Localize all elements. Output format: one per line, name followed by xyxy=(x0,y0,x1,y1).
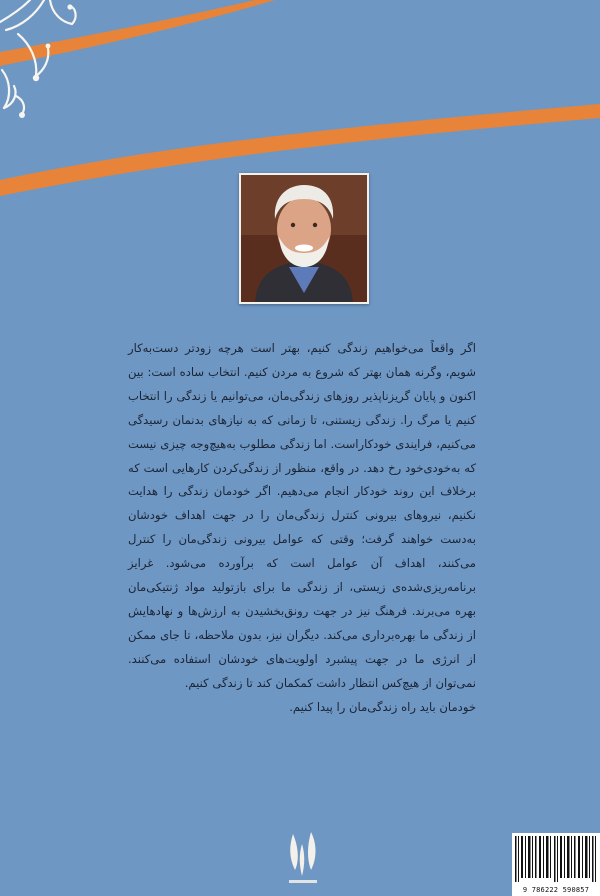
barcode-icon xyxy=(515,836,597,882)
isbn-number: 9 786222 590857 xyxy=(522,886,590,894)
blurb-paragraph: اگر واقعاً می‌خواهیم زندگی کنیم، بهتر است هرچه زودتر دست‌به‌کار شویم، وگرنه همان بهتر که شروع به مردن کنیم. انتخاب ساده است: بین اکنون و پایان گریزناپذیر روزهای زندگی‌مان، می‌توانیم یا زندگی را انتخاب کنیم یا مرگ را. زندگی زیستنی، تا زمانی که به نیازهای بدنمان رسیدگی می‌کنیم، فرایندی خودکاراست. اما زندگی مطلوب به‌هیچ‌وجه چیزی نیست که به‌خودی‌خود رخ دهد. در واقع، منظور از زندگی‌کردن کارهایی است که برخلاف این روند خودکار انجام می‌دهیم. اگر خودمان زندگی را هدایت نکنیم، نیروهای بیرونی کنترل زندگی‌مان را در جهت اهداف خودشان به‌دست خواهند گرفت؛ وقتی که عوامل بیرونی زندگی‌مان را کنترل می‌کنند، اهداف آن عوامل است که برآورده می‌شود. غرایز برنامه‌ریزی‌شده‌ی زیستی، از زندگی ما برای بازتولید مواد ژنتیکی‌مان بهره می‌برند. فرهنگ نیز در جهت رونق‌بخشیدن به ارزش‌ها و نهادهایش از زندگی ما بهره‌برداری می‌کند. دیگران نیز، بدون ملاحظه، تا جای ممکن از انرژی ما در جهت پیشبرد اولویت‌های خودشان استفاده می‌کنند. نمی‌توان از هیچ‌کس انتظار داشت کمکمان کند تا زندگی کنیم. xyxy=(128,341,476,690)
publisher-logo-icon xyxy=(283,826,323,892)
decorative-bands xyxy=(0,0,600,200)
upper-orange-band xyxy=(0,0,275,66)
author-photo-drawing xyxy=(241,175,367,302)
back-cover-blurb xyxy=(128,337,476,720)
author-photo xyxy=(239,173,369,304)
isbn-barcode xyxy=(512,833,600,896)
blurb-closing-line: خودمان باید راه زندگی‌مان را پیدا کنیم. xyxy=(289,699,476,714)
